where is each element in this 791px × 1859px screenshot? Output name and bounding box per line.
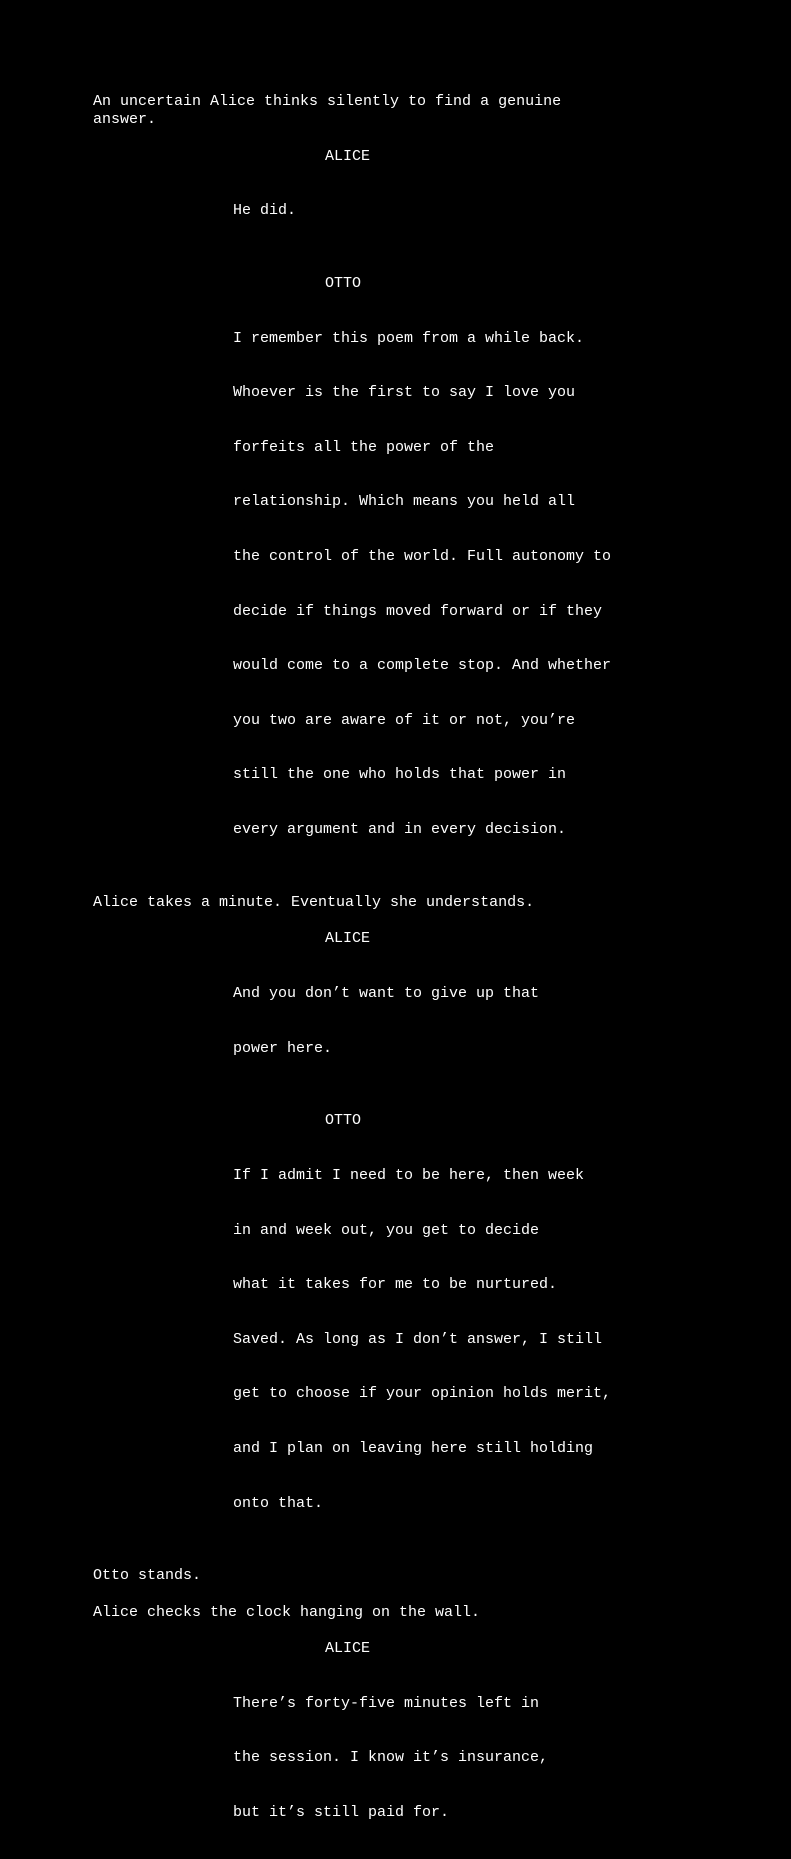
screenplay-body [93, 93, 713, 1859]
dialogue-line: onto that. [233, 1494, 324, 1512]
dialogue-line: the control of the world. Full autonomy to [233, 548, 612, 566]
dialogue-text [93, 948, 633, 1094]
dialogue-block [93, 1640, 713, 1858]
action-block [93, 1604, 713, 1622]
dialogue-line: I remember this poem from a while back. [233, 329, 585, 347]
dialogue-line: If I admit I need to be here, then week [233, 1166, 585, 1184]
dialogue-line: what it takes for me to be nurtured. [233, 1276, 558, 1294]
action-block [93, 1567, 713, 1585]
character-name: ALICE [325, 930, 371, 948]
dialogue-block [93, 275, 713, 876]
dialogue-block [93, 930, 713, 1094]
dialogue-line: decide if things moved forward or if they [233, 602, 603, 620]
action-line: answer. [93, 111, 157, 129]
dialogue-line: There’s forty-five minutes left in [233, 1694, 540, 1712]
dialogue-block [93, 148, 713, 257]
dialogue-text [93, 166, 633, 257]
dialogue-line: every argument and in every decision. [233, 821, 567, 839]
dialogue-line: He did. [233, 202, 297, 220]
dialogue-line: Saved. As long as I don’t answer, I still [233, 1330, 603, 1348]
character-name: OTTO [325, 1112, 362, 1130]
dialogue-line: the session. I know it’s insurance, [233, 1749, 549, 1767]
action-line: Alice checks the clock hanging on the wall. [93, 1603, 481, 1621]
dialogue-line: would come to a complete stop. And whether [233, 657, 612, 675]
action-line: An uncertain Alice thinks silently to find a genuine [93, 93, 562, 110]
dialogue-line: and I plan on leaving here still holding [233, 1439, 594, 1457]
dialogue-line: relationship. Which means you held all [233, 493, 576, 511]
dialogue-line: in and week out, you get to decide [233, 1221, 540, 1239]
character-name: OTTO [325, 275, 362, 292]
action-block [93, 894, 713, 912]
character-name: ALICE [325, 147, 371, 165]
action-line: Alice takes a minute. Eventually she understands. [93, 893, 535, 911]
dialogue-line: And you don’t want to give up that [233, 984, 540, 1002]
dialogue-line: still the one who holds that power in [233, 766, 567, 784]
dialogue-text [93, 293, 633, 876]
dialogue-line: you two are aware of it or not, you’re [233, 711, 576, 729]
dialogue-text [93, 1131, 633, 1550]
character-name: ALICE [325, 1640, 371, 1658]
dialogue-line: power here. [233, 1039, 333, 1057]
dialogue-line: Whoever is the first to say I love you [233, 384, 576, 402]
dialogue-line: forfeits all the power of the [233, 438, 495, 456]
dialogue-block [93, 1112, 713, 1549]
dialogue-line: but it’s still paid for. [233, 1803, 450, 1821]
dialogue-line: get to choose if your opinion holds merit, [233, 1385, 612, 1403]
dialogue-text [93, 1658, 633, 1858]
action-line: Otto stands. [93, 1567, 202, 1585]
action-block [93, 93, 713, 129]
